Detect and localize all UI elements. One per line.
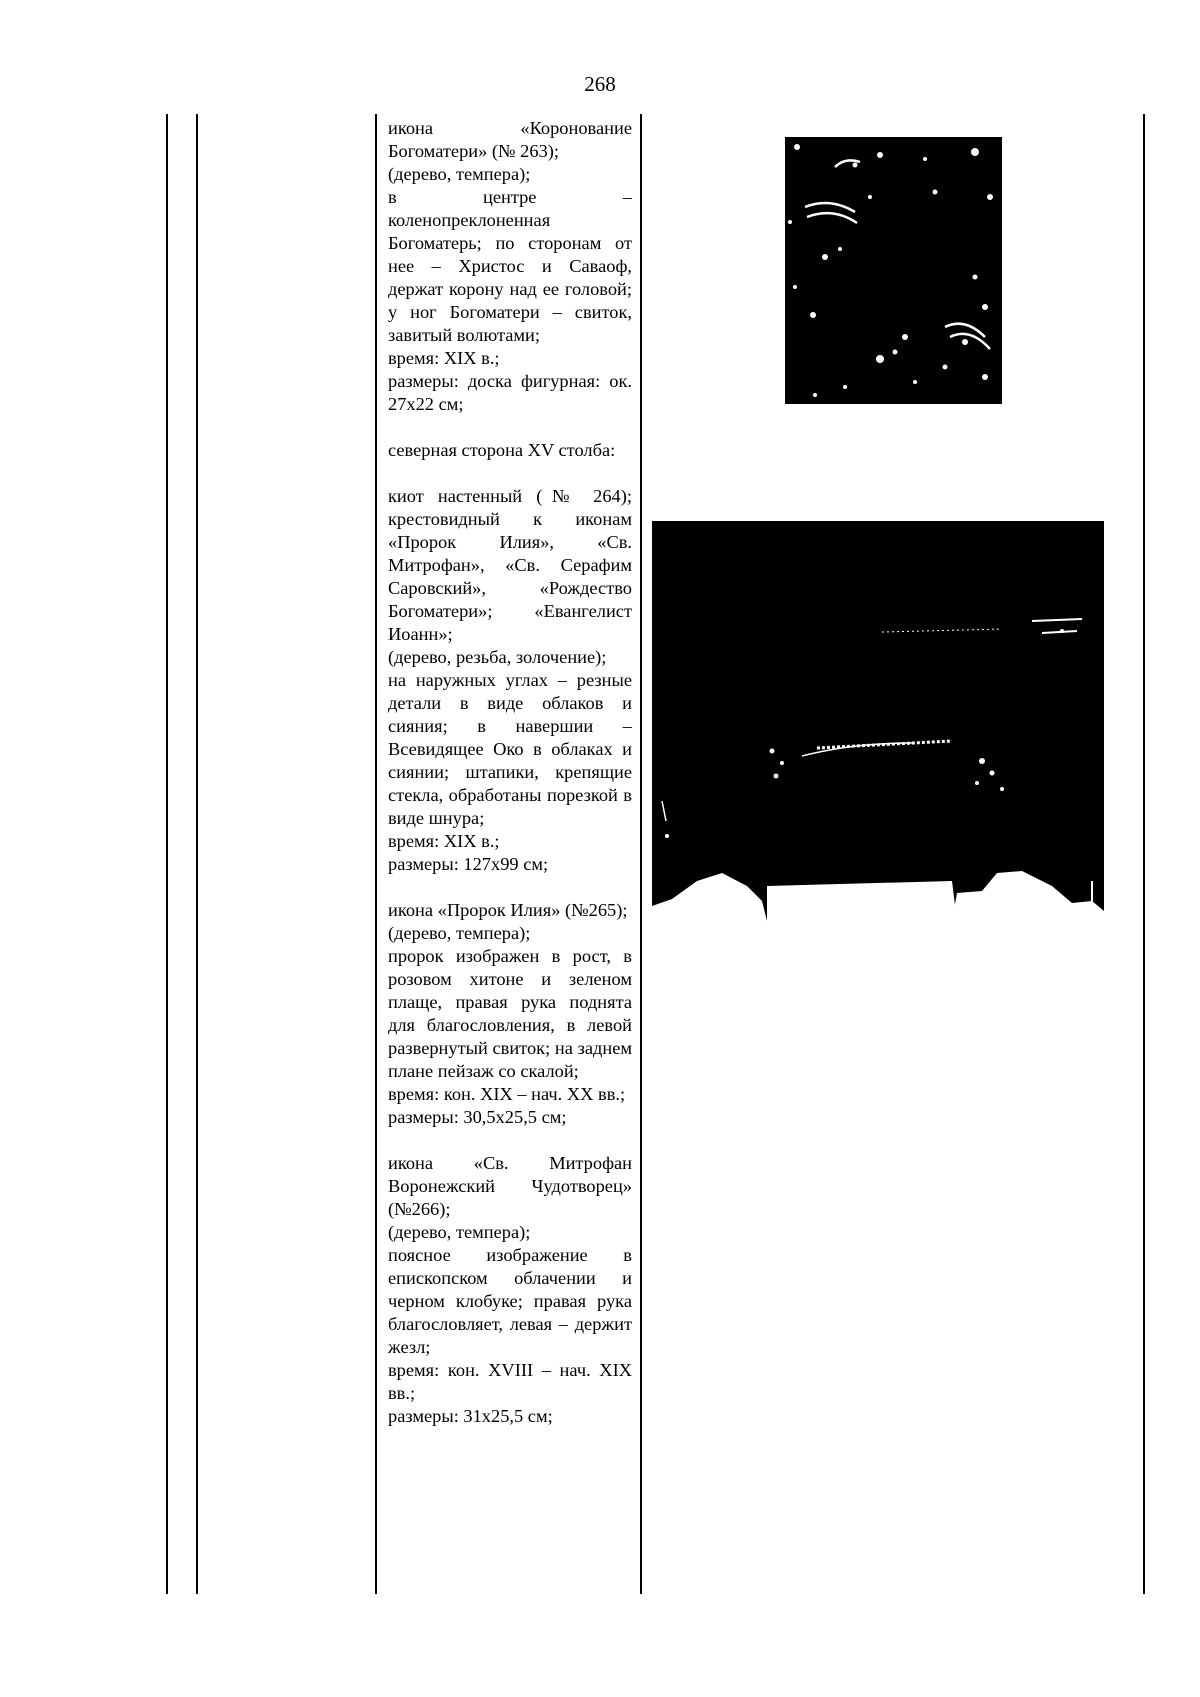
entry-line: (дерево, темпера);	[388, 1222, 531, 1242]
entry-line: (дерево, резьба, золочение);	[388, 647, 607, 667]
entry-line: северная сторона XV столба:	[388, 440, 616, 460]
entry-line: в центре – коленопреклоненная Богоматерь; по сторонам от нее – Христос и Саваоф, держат корону над ее головой; у ног Богоматери – свиток, завитый волютами;	[388, 187, 632, 345]
entry-line: время: XIX в.;	[388, 831, 500, 851]
entry-line: время: XIX в.;	[388, 348, 500, 368]
photo-kiot-image	[652, 521, 1104, 921]
entry-line: киот настенный (№ 264); крестовидный к иконам «Пророк Илия», «Св. Митрофан», «Св. Серафим Саровский», «Рождество Богоматери»; «Евангелист Иоанн»;	[388, 486, 632, 644]
entry-line: размеры: доска фигурная: ок. 27x22 см;	[388, 371, 632, 414]
entry-line: (дерево, темпера);	[388, 923, 531, 943]
description-column	[388, 117, 632, 1451]
photo-koronovanie-image	[785, 137, 1002, 404]
entry-line: время: кон. XIX – нач. XX вв.;	[388, 1084, 626, 1104]
entry-koronovanie	[388, 117, 632, 416]
entry-line: икона «Пророк Илия» (№265);	[388, 900, 628, 920]
table-rule-2	[196, 114, 198, 1594]
photo-icon-koronovanie	[785, 137, 1002, 404]
entry-line: размеры: 30,5x25,5 см;	[388, 1107, 567, 1127]
entry-prorok-iliya	[388, 899, 632, 1129]
photo-kiot	[652, 521, 1104, 921]
table-rule-3	[375, 114, 377, 1594]
entry-line: икона «Св. Митрофан Воронежский Чудотворец» (№266);	[388, 1153, 632, 1219]
entry-kiot	[388, 485, 632, 876]
entry-line: время: кон. XVIII – нач. XIX вв.;	[388, 1360, 632, 1403]
entry-sv-mitrofan	[388, 1152, 632, 1428]
entry-line: (дерево, темпера);	[388, 164, 531, 184]
entry-line: поясное изображение в епископском облачении и черном клобуке; правая рука благословляет, левая – держит жезл;	[388, 1245, 632, 1357]
entry-line: икона «Коронование Богоматери» (№ 263);	[388, 118, 632, 161]
table-rule-1	[166, 114, 168, 1594]
entry-line: размеры: 127x99 см;	[388, 854, 549, 874]
entry-severnaya-storona	[388, 439, 632, 462]
entry-line: на наружных углах – резные детали в виде облаков и сияния; в навершии – Всевидящее Око в облаках и сиянии; штапики, крепящие стекла, обработаны порезкой в виде шнура;	[388, 670, 632, 828]
page-number: 268	[584, 72, 616, 96]
table-rule-5	[1143, 114, 1145, 1594]
entry-line: пророк изображен в рост, в розовом хитоне и зеленом плаще, правая рука поднята для благословления, в левой развернутый свиток; на заднем плане пейзаж со скалой;	[388, 946, 632, 1081]
table-rule-4	[640, 114, 642, 1594]
entry-line: размеры: 31x25,5 см;	[388, 1406, 553, 1426]
